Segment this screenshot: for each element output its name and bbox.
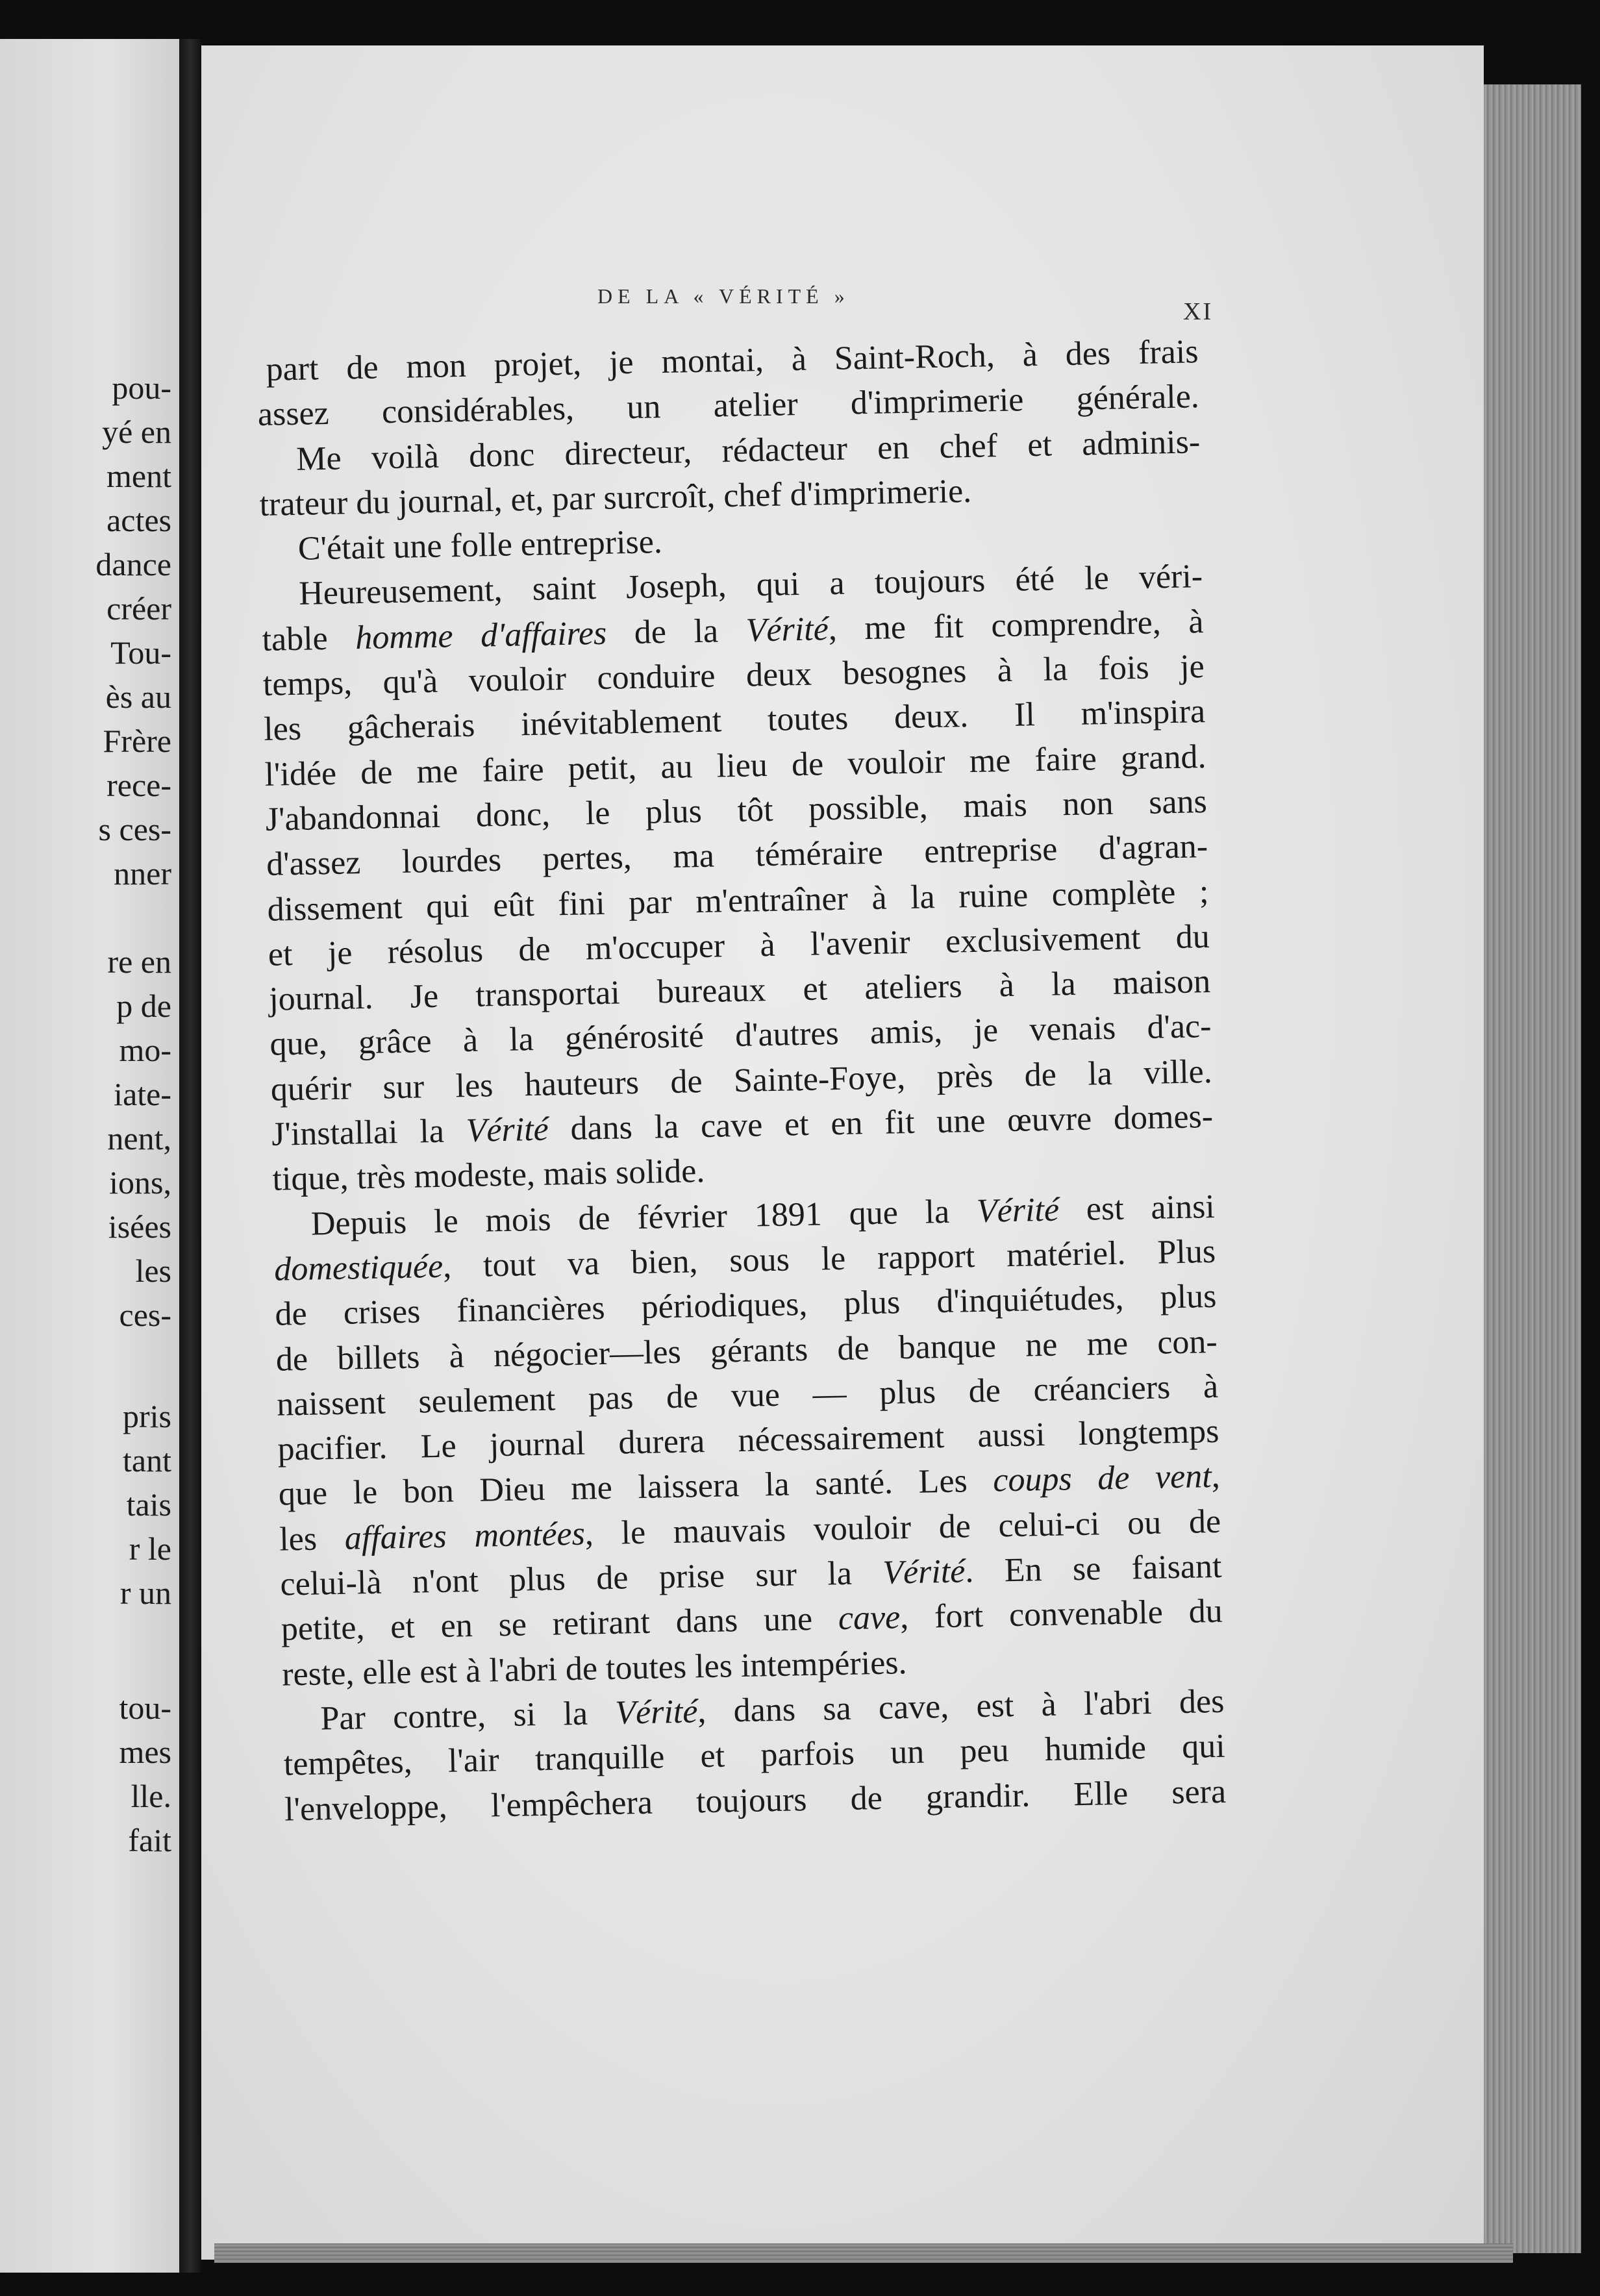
left-page-line: tais	[126, 1486, 171, 1523]
left-page-line: les	[135, 1253, 171, 1289]
text-line: quérir sur les hauteurs de Sainte-Foye, près de la ville.	[270, 1053, 1213, 1108]
text-line: l'enveloppe, l'empêchera toujours de grandir. Elle sera	[284, 1773, 1227, 1828]
text-line: journal. Je transportai bureaux et ateliers à la maison	[268, 963, 1211, 1018]
left-page-line: iate-	[114, 1076, 171, 1112]
text-line: de billets à négocier—les gérants de banque ne me con-	[275, 1323, 1218, 1379]
left-page-line: fait	[128, 1822, 171, 1858]
left-page-line: s ces-	[98, 811, 171, 847]
left-page-line: lle.	[131, 1778, 171, 1814]
left-page-line: tant	[123, 1442, 171, 1479]
book-gutter	[179, 39, 201, 2273]
left-page-line: Tou-	[110, 634, 171, 671]
text-line: temps, qu'à vouloir conduire deux besognes à la fois je	[262, 648, 1205, 703]
left-page-line: ces-	[119, 1297, 171, 1333]
left-page-line: créer	[106, 590, 171, 627]
running-head: DE LA « VÉRITÉ »	[597, 284, 850, 308]
text-line: l'idée de me faire petit, au lieu de vouloir me faire grand.	[264, 738, 1206, 793]
text-line: domestiquée, tout va bien, sous le rapport matériel. Plus	[273, 1232, 1216, 1288]
text-line: J'installai la Vérité dans la cave et en fit une œuvre domes-	[271, 1097, 1214, 1153]
text-line: Depuis le mois de février 1891 que la Vérité est ainsi	[310, 1188, 1216, 1243]
text-line: dissement qui eût fini par m'entraîner à la ruine complète ;	[267, 873, 1209, 929]
left-page-line: dance	[95, 546, 171, 582]
left-page-line: pou-	[112, 369, 171, 406]
left-page-fragment	[0, 39, 179, 2273]
left-page-line: pris	[123, 1398, 171, 1434]
text-line: table homme d'affaires de la Vérité, me fit comprendre, à	[262, 603, 1204, 658]
left-page-line: mes	[119, 1734, 171, 1770]
text-line: pacifier. Le journal durera nécessairement aussi longtemps	[277, 1412, 1219, 1468]
left-page-line: re en	[107, 943, 171, 980]
left-page-line: yé en	[102, 414, 171, 450]
text-line: Par contre, si la Vérité, dans sa cave, est à l'abri des	[320, 1682, 1225, 1738]
text-line: Me voilà donc directeur, rédacteur en chef et adminis-	[295, 423, 1201, 478]
text-line: les gâcherais inévitablement toutes deux. Il m'inspira	[263, 693, 1206, 749]
left-page-line: isées	[108, 1208, 171, 1245]
left-page-line: ions,	[109, 1164, 171, 1201]
left-page-line: ès au	[105, 679, 171, 715]
page-stack-bottom-edge	[214, 2243, 1513, 2263]
text-line: part de mon projet, je montai, à Saint-Roch, à des frais	[266, 333, 1199, 388]
left-page-line: nner	[114, 855, 171, 892]
left-page-line: tou-	[119, 1690, 171, 1726]
page-number: XI	[1183, 298, 1214, 325]
body-text	[256, 329, 1227, 1832]
left-page-line: ment	[106, 458, 171, 494]
text-line: les affaires montées, le mauvais vouloir de celui-ci ou de	[279, 1503, 1221, 1558]
text-line: celui-là n'ont plus de prise sur la Vérité. En se faisant	[280, 1547, 1222, 1603]
text-line: petite, et en se retirant dans une cave, fort convenable du	[281, 1593, 1223, 1648]
text-line: Heureusement, saint Joseph, qui a toujours été le véri-	[298, 558, 1203, 613]
left-page-line: r un	[119, 1575, 171, 1611]
text-line: C'était une folle entreprise.	[297, 523, 663, 568]
text-line: d'assez lourdes pertes, ma téméraire entreprise d'agran-	[266, 828, 1208, 884]
left-page-line: r le	[129, 1530, 171, 1567]
left-page-line: mo-	[119, 1032, 171, 1068]
text-line: tempêtes, l'air tranquille et parfois un peu humide qui	[283, 1727, 1226, 1783]
page-stack-edge	[1484, 84, 1581, 2253]
text-line: que, grâce à la générosité d'autres amis, je venais d'ac-	[269, 1008, 1212, 1064]
left-page-line: rece-	[106, 767, 171, 803]
text-line: que le bon Dieu me laissera la santé. Les coups de vent,	[278, 1458, 1221, 1514]
left-page-line: nent,	[107, 1120, 171, 1156]
left-page-line: p de	[116, 988, 171, 1024]
text-line: tique, très modeste, mais solide.	[272, 1153, 705, 1199]
text-line: et je résolus de m'occuper à l'avenir exclusivement du	[268, 917, 1210, 973]
text-line: trateur du journal, et, par surcroît, chef d'imprimerie.	[259, 472, 972, 523]
text-line: assez considérables, un atelier d'imprimerie générale.	[257, 378, 1200, 434]
left-page-line: Frère	[103, 723, 171, 759]
text-line: reste, elle est à l'abri de toutes les intempéries.	[281, 1643, 907, 1693]
left-page-line: actes	[106, 502, 171, 538]
text-line: J'abandonnai donc, le plus tôt possible, mais non sans	[265, 783, 1208, 838]
text-line: naissent seulement pas de vue — plus de créanciers à	[276, 1367, 1219, 1423]
text-line: de crises financières périodiques, plus d'inquiétudes, plus	[275, 1278, 1217, 1333]
